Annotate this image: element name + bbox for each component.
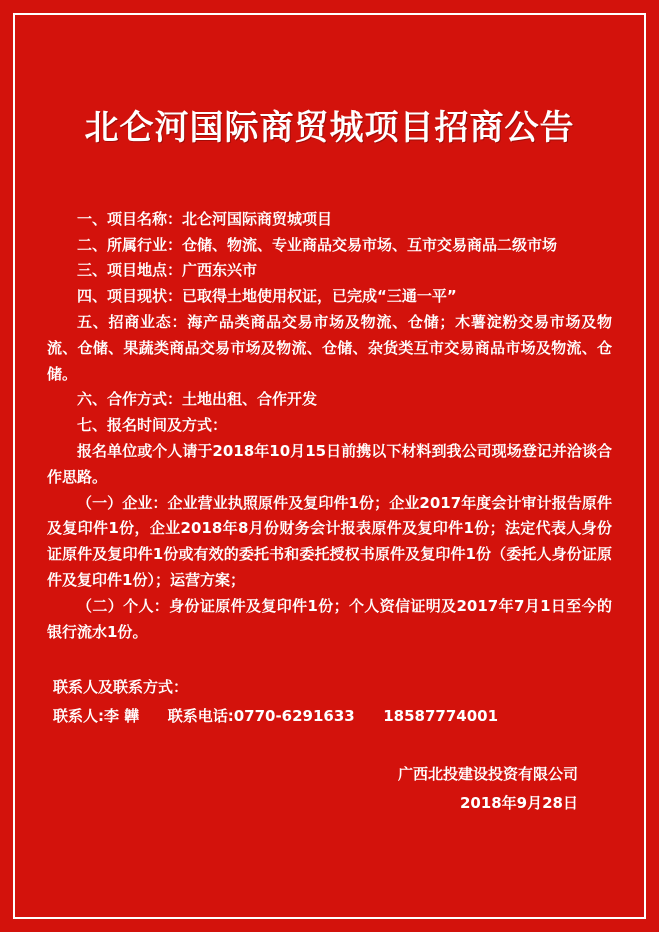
contact-phone: 联系电话:0770-6291633 xyxy=(167,706,355,725)
poster-content xyxy=(13,13,646,919)
paragraph-registration-heading: 七、报名时间及方式： xyxy=(77,416,228,435)
paragraph-business-types: 五、招商业态：海产品类商品交易市场及物流、仓储；木薯淀粉交易市场及物流、仓储、果蔬类商品交易市场及物流、仓储、杂货类互市交易商品市场及物流、仓储。 xyxy=(47,312,612,383)
signature-company: 广西北投建设投资有限公司 xyxy=(397,765,578,784)
paragraph-registration-detail: 报名单位或个人请于2018年10月15日前携以下材料到我公司现场登记并洽谈合作思路。 xyxy=(47,441,612,486)
paragraph-cooperation: 六、合作方式：土地出租、合作开发 xyxy=(77,390,318,409)
contact-mobile: 18587774001 xyxy=(383,706,499,725)
page-title: 北仑河国际商贸城项目招商公告 xyxy=(84,108,575,148)
announcement-body xyxy=(47,207,612,646)
paragraph-individual-materials: （二）个人：身份证原件及复印件1份；个人资信证明及2017年7月1日至今的银行流水1份。 xyxy=(47,596,612,641)
contact-details xyxy=(53,702,612,731)
paragraph-location: 三、项目地点：广西东兴市 xyxy=(77,261,258,280)
contact-heading: 联系人及联系方式： xyxy=(53,678,189,697)
contact-section xyxy=(47,673,612,730)
signature-date: 2018年9月28日 xyxy=(459,793,578,812)
paragraph-industry: 二、所属行业：仓储、物流、专业商品交易市场、互市交易商品二级市场 xyxy=(77,235,558,254)
paragraph-project-name: 一、项目名称：北仑河国际商贸城项目 xyxy=(77,209,333,228)
paragraph-enterprise-materials: （一）企业：企业营业执照原件及复印件1份；企业2017年度会计审计报告原件及复印件1份，企业2018年8月份财务会计报表原件及复印件1份；法定代表人身份证原件及复印件1份或有效的委托书和委托授权书原件及复印件1份（委托人身份证原件及复印件1份）；运营方案； xyxy=(47,493,612,589)
paragraph-status: 四、项目现状：已取得土地使用权证，已完成“三通一平” xyxy=(77,287,457,306)
signature-section xyxy=(47,760,612,817)
contact-person: 联系人:李 韡 xyxy=(53,706,140,725)
